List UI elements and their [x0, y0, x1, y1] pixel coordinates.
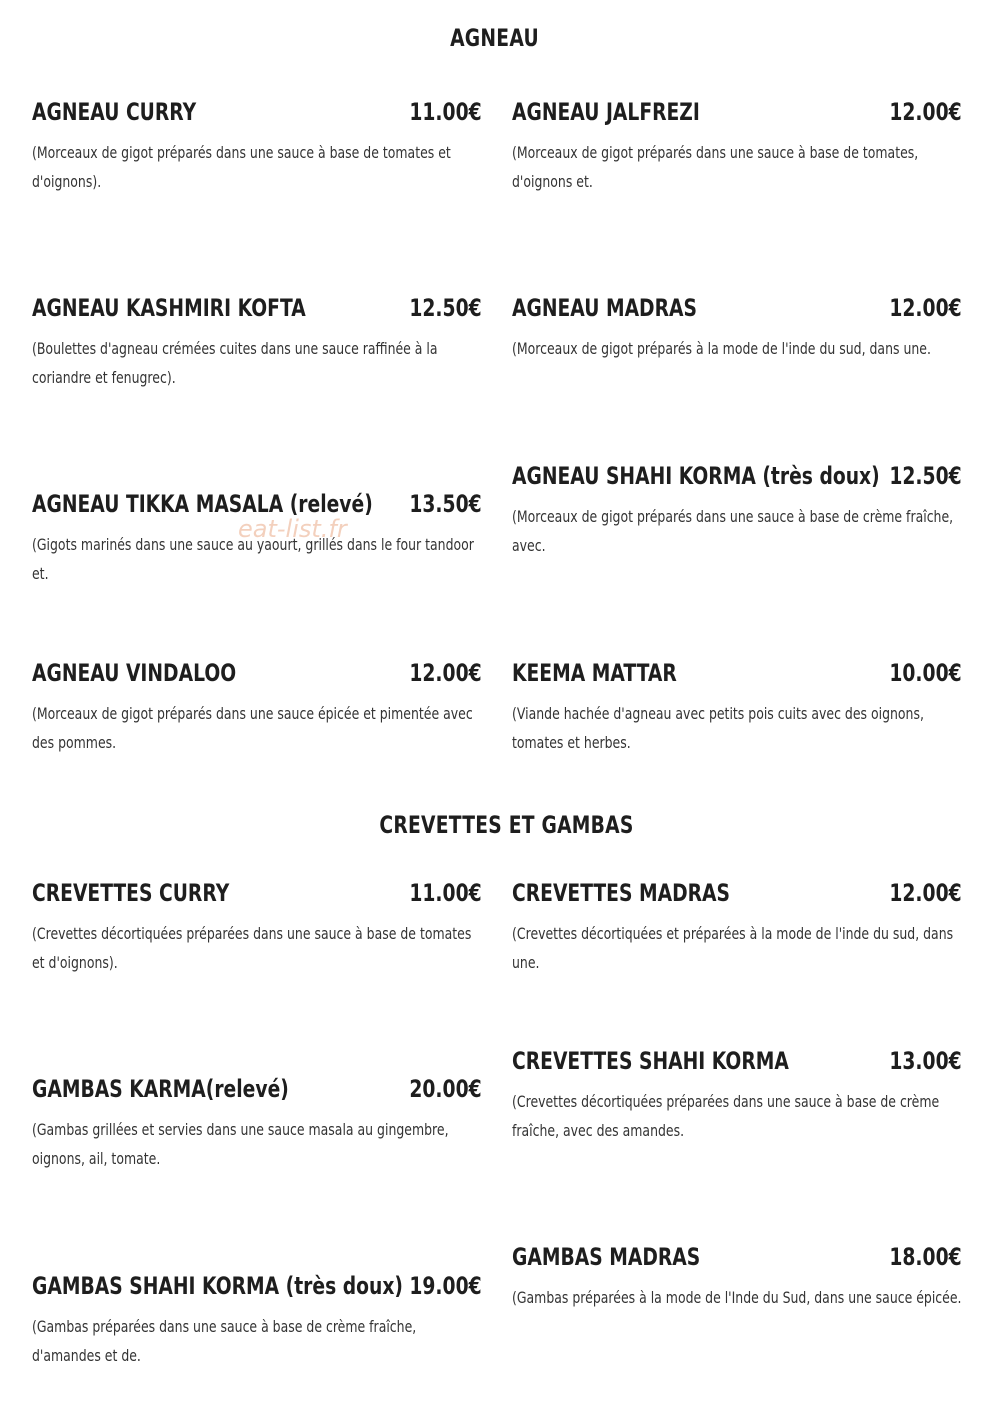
item-description: (Morceaux de gigot préparés à la mode de l'inde du sud, dans une. [512, 339, 931, 358]
item-name: AGNEAU TIKKA MASALA (relevé) [32, 490, 373, 518]
menu-item-gambas-shahi-korma [32, 1272, 482, 1370]
item-price: 12.00€ [409, 659, 482, 687]
item-description: (Gambas grillées et servies dans une sauce masala au gingembre, oignons, ail, tomate. [32, 1120, 449, 1168]
menu-item-agneau-curry [32, 98, 482, 196]
item-price: 12.50€ [409, 294, 482, 322]
menu-item-crevettes-madras [512, 879, 962, 977]
item-description: (Morceaux de gigot préparés dans une sauce à base de tomates, d'oignons et. [512, 143, 919, 191]
item-price: 19.00€ [409, 1272, 482, 1300]
menu-item-agneau-kashmiri-kofta [32, 294, 482, 392]
item-name: AGNEAU KASHMIRI KOFTA [32, 294, 306, 322]
item-price: 12.50€ [889, 462, 962, 490]
item-price: 20.00€ [409, 1075, 482, 1103]
item-price: 12.00€ [889, 294, 962, 322]
menu-item-gambas-madras [512, 1243, 962, 1312]
item-name: AGNEAU VINDALOO [32, 659, 237, 687]
item-price: 13.50€ [409, 490, 482, 518]
menu-item-crevettes-curry [32, 879, 482, 977]
item-name: KEEMA MATTAR [512, 659, 677, 687]
item-name: CREVETTES CURRY [32, 879, 230, 907]
item-description: (Crevettes décortiquées et préparées à la mode de l'inde du sud, dans une. [512, 924, 954, 972]
item-price: 10.00€ [889, 659, 962, 687]
item-description: (Gambas préparées à la mode de l'Inde du Sud, dans une sauce épicée. [512, 1288, 962, 1307]
item-description: (Boulettes d'agneau crémées cuites dans une sauce raffinée à la coriandre et fenugrec). [32, 339, 438, 387]
item-name: GAMBAS KARMA(relevé) [32, 1075, 289, 1103]
item-price: 11.00€ [409, 98, 482, 126]
item-name: GAMBAS MADRAS [512, 1243, 701, 1271]
item-description: (Crevettes décortiquées préparées dans une sauce à base de tomates et d'oignons). [32, 924, 472, 972]
item-price: 13.00€ [889, 1047, 962, 1075]
watermark: eat-list.fr [238, 515, 347, 543]
item-name: GAMBAS SHAHI KORMA (très doux) [32, 1272, 403, 1300]
item-description: (Gambas préparées dans une sauce à base de crème fraîche, d'amandes et de. [32, 1317, 417, 1365]
item-price: 12.00€ [889, 98, 962, 126]
item-name: AGNEAU CURRY [32, 98, 197, 126]
item-price: 11.00€ [409, 879, 482, 907]
menu-item-crevettes-shahi-korma [512, 1047, 962, 1145]
menu-item-agneau-jalfrezi [512, 98, 962, 196]
item-name: AGNEAU SHAHI KORMA (très doux) [512, 462, 880, 490]
item-price: 18.00€ [889, 1243, 962, 1271]
item-name: CREVETTES SHAHI KORMA [512, 1047, 789, 1075]
menu-item-agneau-vindaloo [32, 659, 482, 757]
item-description: (Crevettes décortiquées préparées dans une sauce à base de crème fraîche, avec des amandes. [512, 1092, 940, 1140]
item-description: (Morceaux de gigot préparés dans une sauce épicée et pimentée avec des pommes. [32, 704, 473, 752]
section-title-crevettes-et-gambas: CREVETTES ET GAMBAS [379, 811, 634, 839]
menu-item-gambas-karma [32, 1075, 482, 1173]
item-description: (Morceaux de gigot préparés dans une sauce à base de tomates et d'oignons). [32, 143, 451, 191]
item-name: AGNEAU JALFREZI [512, 98, 700, 126]
section-title-agneau: AGNEAU [450, 24, 539, 52]
menu-item-agneau-shahi-korma [512, 462, 962, 560]
item-name: CREVETTES MADRAS [512, 879, 731, 907]
menu-item-keema-mattar [512, 659, 962, 757]
item-name: AGNEAU MADRAS [512, 294, 697, 322]
menu-item-agneau-madras [512, 294, 962, 363]
item-price: 12.00€ [889, 879, 962, 907]
item-description: (Gigots marinés dans une sauce au yaourt, grillés dans le four tandoor et. [32, 535, 474, 583]
item-description: (Viande hachée d'agneau avec petits pois cuits avec des oignons, tomates et herbes. [512, 704, 924, 752]
item-description: (Morceaux de gigot préparés dans une sauce à base de crème fraîche, avec. [512, 507, 954, 555]
